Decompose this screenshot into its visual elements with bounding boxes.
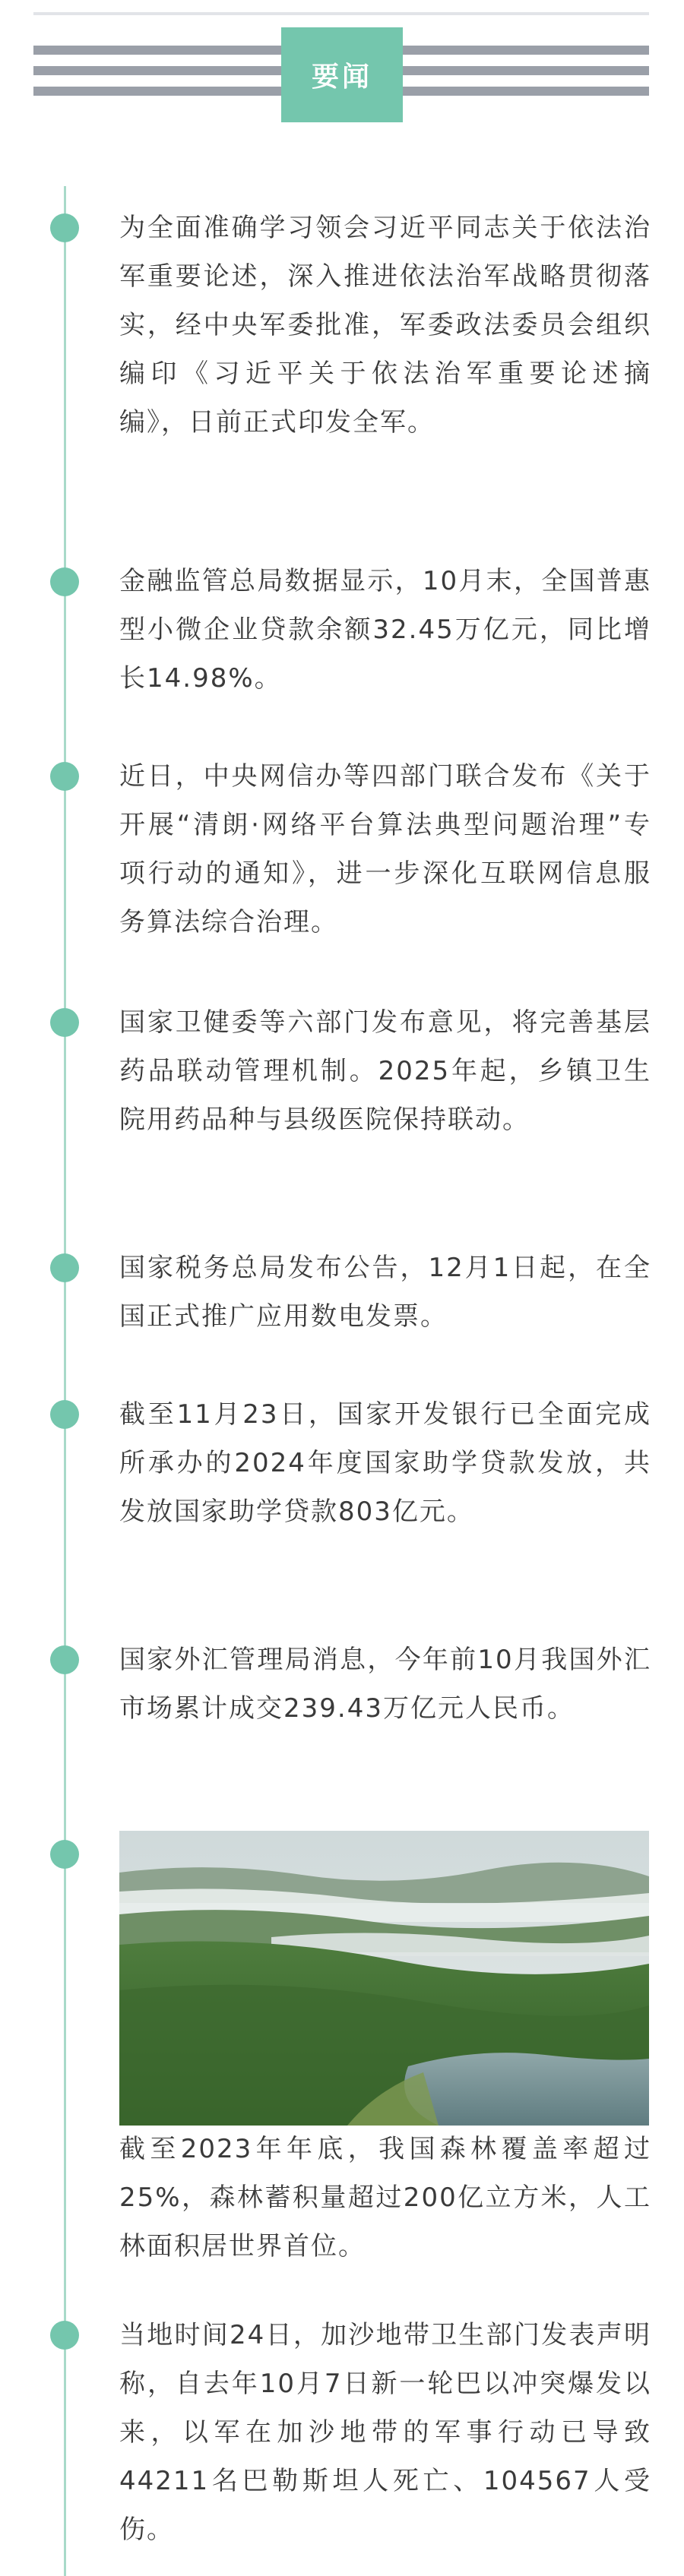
news-text: 国家卫健委等六部门发布意见，将完善基层药品联动管理机制。2025年起，乡镇卫生院用药品种与县级医院保持联动。 <box>119 1007 651 1135</box>
timeline-dot <box>50 1253 79 1282</box>
news-text: 国家外汇管理局消息，今年前10月我国外汇市场累计成交239.43万亿元人民币。 <box>119 1645 651 1724</box>
news-text: 当地时间24日，加沙地带卫生部门发表声明称，自去年10月7日新一轮巴以冲突爆发以来，以军在加沙地带的军事行动已导致44211名巴勒斯坦人死亡、104567人受伤。 <box>119 2320 651 2545</box>
timeline-dot <box>50 567 79 596</box>
timeline-dot <box>50 2321 79 2350</box>
top-divider <box>33 12 649 15</box>
timeline-dot <box>50 1840 79 1869</box>
timeline-dot <box>50 213 79 242</box>
timeline-dot <box>50 1400 79 1429</box>
timeline-dot <box>50 1645 79 1674</box>
news-text: 金融监管总局数据显示，10月末，全国普惠型小微企业贷款余额32.45万亿元，同比增长14.98%。 <box>119 566 651 694</box>
section-header <box>0 0 684 152</box>
timeline-dot <box>50 762 79 791</box>
news-text: 截至2023年年底，我国森林覆盖率超过25%，森林蓄积量超过200亿立方米，人工林面积居世界首位。 <box>119 2134 651 2262</box>
news-text: 为全面准确学习领会习近平同志关于依法治军重要论述，深入推进依法治军战略贯彻落实，经中央军委批准，军委政法委员会组织编印《习近平关于依法治军重要论述摘编》，日前正式印发全军。 <box>119 213 651 438</box>
forest-photo <box>119 1831 649 2126</box>
news-text: 近日，中央网信办等四部门联合发布《关于开展“清朗·网络平台算法典型问题治理”专项行动的通知》，进一步深化互联网信息服务算法综合治理。 <box>119 761 651 937</box>
timeline-dot <box>50 1008 79 1037</box>
news-text: 国家税务总局发布公告，12月1日起，在全国正式推广应用数电发票。 <box>119 1253 651 1332</box>
news-text: 截至11月23日，国家开发银行已全面完成所承办的2024年度国家助学贷款发放，共发放国家助学贷款803亿元。 <box>119 1399 651 1527</box>
timeline-line <box>64 186 66 2576</box>
section-title-badge: 要闻 <box>281 27 403 122</box>
